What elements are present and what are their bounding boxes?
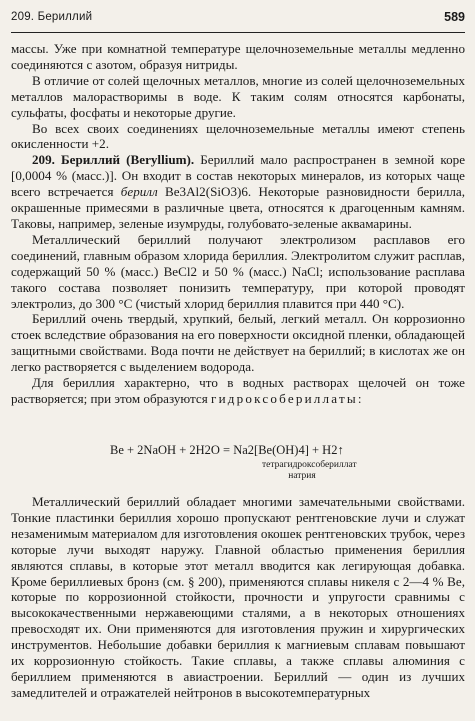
paragraph: массы. Уже при комнатной температуре щелочноземельные металлы медленно соединяются с азотом, образуя нитриды. bbox=[11, 41, 465, 72]
section-text: Бериллий мало распространен в земной коре [0,0004 % (масс.)]. Он входит в состав некоторых минералов, из которых чаще всего встречается bbox=[11, 152, 465, 200]
running-head: 209. Бериллий bbox=[11, 11, 93, 23]
paragraph-end: : bbox=[357, 390, 362, 406]
text-body-upper bbox=[11, 41, 465, 407]
section-title: 209. Бериллий (Beryllium). bbox=[32, 152, 195, 168]
paragraph: Металлический бериллий обладает многими замечательными свойствами. Тонкие пластинки бериллия хорошо пропускают рентгеновские лучи и служат незаменимым материалом для изготовления окошек рентгеновских трубок, через которые лучи выходят наружу. Главной областью применения бериллия являются сплавы, в которые этот металл вводится как легирующая добавка. Кроме бериллиевых бронз (см. § 200), применяются сплавы никеля с 2—4 % Be, которые по коррозионной стойкости, прочности и упругости сравнимы с высококачественными нержавеющими сталями, а в некоторых отношениях превосходят их. Они применяются для изготовления пружин и хирургических инструментов. Небольшие добавки бериллия к магниевым сплавам повышают их коррозионную стойкость. Такие сплавы, а также сплавы алюминия с бериллием применяются в авиастроении. Бериллий — один из лучших замедлителей и отражателей нейтронов в высокотемпературных bbox=[11, 494, 465, 700]
section-text-continued: Be3Al2(SiO3)6. Некоторые разновидности берилла, окрашенные примесями в различные цвета, относятся к драгоценным камням. Таковы, например, зеленые изумруды, голубовато-зеленые аквамарины. bbox=[11, 184, 465, 231]
mineral-name: берилл bbox=[120, 184, 158, 200]
chemical-equation bbox=[110, 443, 380, 485]
spaced-term: гидроксобериллаты bbox=[211, 390, 358, 406]
text-body-lower bbox=[11, 494, 465, 701]
page-header bbox=[11, 10, 465, 33]
paragraph: Металлический бериллий получают электролизом расплавов его соединений, главным образом хлорида бериллия. Электролитом служит расплав, содержащий 50 % (масс.) BeCl2 и 50 % (масс.) NaCl; использование расплава такого состава позволяет понизить температуру, при которой проводят электролиз, до 300 °C (чистый хлорид бериллия плавится при 440 °C). bbox=[11, 231, 465, 311]
paragraph-text: Для бериллия характерно, что в водных растворах щелочей он тоже растворяется; при этом образуются bbox=[11, 375, 465, 406]
section-paragraph bbox=[11, 152, 465, 232]
page-number: 589 bbox=[444, 10, 465, 24]
paragraph: Бериллий очень твердый, хрупкий, белый, легкий металл. Он коррозионно стоек вследствие образования на его поверхности оксидной пленки, обладающей защитными свойствами. Вода почти не действует на бериллий; в кислотах же он легко растворяется с выделением водорода. bbox=[11, 311, 466, 375]
product-name: тетрагидроксобериллат натрия bbox=[262, 460, 357, 481]
paragraph: В отличие от солей щелочных металлов, многие из солей щелочноземельных металлов малорастворимы в воде. К таким солям относятся карбонаты, сульфаты, фосфаты и некоторые другие. bbox=[11, 72, 465, 120]
equation-formula: Be + 2NaOH + 2H2O = Na2[Be(OH)4] + H2↑ bbox=[110, 443, 344, 457]
paragraph: Во всех своих соединениях щелочноземельные металлы имеют степень окисленности +2. bbox=[11, 120, 465, 152]
paragraph bbox=[11, 375, 465, 407]
